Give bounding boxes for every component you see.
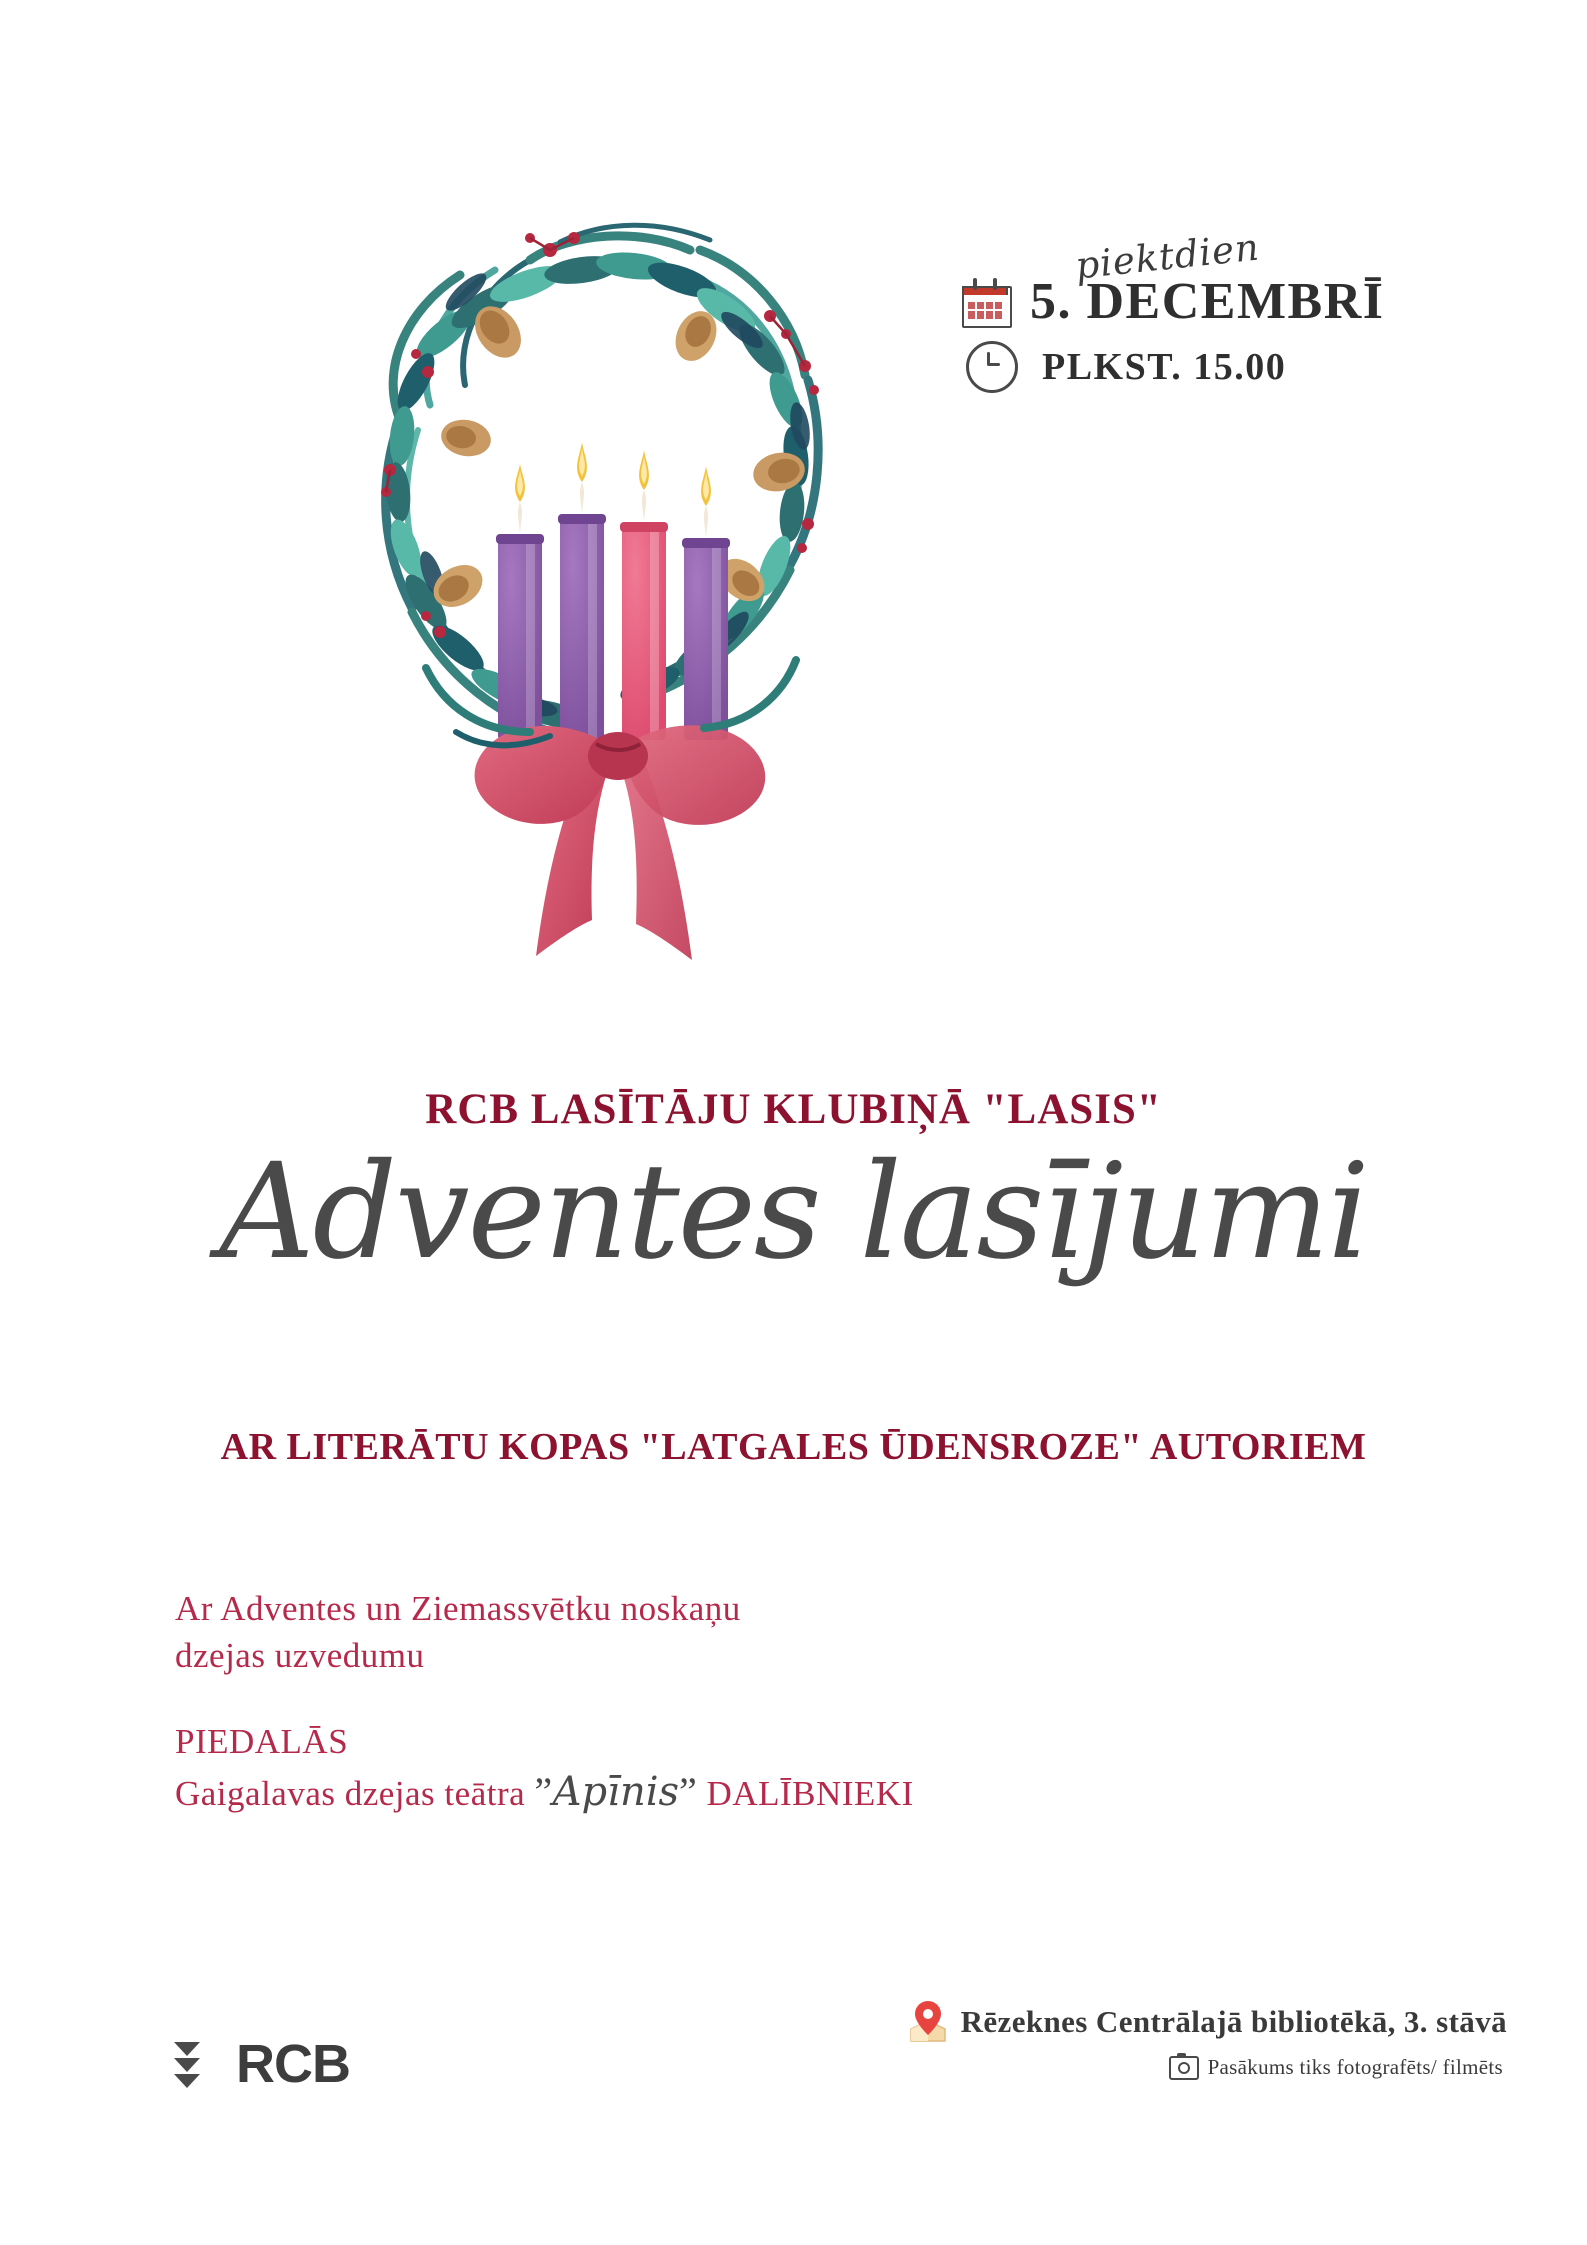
participants-suffix: DALĪBNIEKI xyxy=(706,1773,914,1813)
description-paragraph-2 xyxy=(175,1718,1275,1819)
footer xyxy=(907,1999,1507,2080)
clock-icon xyxy=(966,341,1018,393)
description-paragraph-1 xyxy=(175,1585,1275,1680)
page-title: Adventes lasījumi xyxy=(219,1135,1368,1289)
rcb-logo-text: RCB xyxy=(236,2034,350,2094)
photo-notice-text: Pasākums tiks fotografēts/ filmēts xyxy=(1207,2055,1503,2079)
venue-row xyxy=(907,1999,1507,2045)
location-pin-icon xyxy=(907,1999,949,2045)
description-line: Ar Adventes un Ziemassvētku noskaņu xyxy=(175,1589,741,1628)
event-subtitle: AR LITERĀTU KOPAS "LATGALES ŪDENSROZE" AUTORIEM xyxy=(220,1426,1367,1468)
participants-label: PIEDALĀS xyxy=(175,1721,349,1761)
event-datetime-block xyxy=(960,225,1480,393)
event-weekday: piektdien xyxy=(1073,225,1262,288)
event-description xyxy=(175,1585,1275,1857)
venue-text: Rēzeknes Centrālajā bibliotēkā, 3. stāvā xyxy=(960,2004,1507,2039)
description-line: dzejas uzvedumu xyxy=(175,1636,425,1676)
rcb-logo-mark-icon xyxy=(170,2036,222,2092)
advent-wreath-illustration xyxy=(230,120,950,1000)
event-date-row xyxy=(960,272,1480,331)
rcb-logo xyxy=(170,2033,350,2095)
photo-notice-row xyxy=(907,2055,1503,2080)
event-date: 5. DECEMBRĪ xyxy=(1030,273,1385,330)
participants-group-name: Apīnis xyxy=(552,1768,680,1815)
camera-icon xyxy=(1169,2056,1199,2080)
participants-theatre: Gaigalavas dzejas teātra xyxy=(175,1773,526,1813)
calendar-icon xyxy=(960,276,1012,328)
club-title: RCB LASĪTĀJU KLUBIŅĀ "LASIS" xyxy=(425,1086,1162,1133)
close-quote-mark: ” xyxy=(679,1768,698,1814)
open-quote-mark: ” xyxy=(534,1768,553,1814)
participants-line xyxy=(175,1765,1275,1819)
event-time: PLKST. 15.00 xyxy=(1042,346,1287,388)
event-time-row xyxy=(966,341,1480,393)
